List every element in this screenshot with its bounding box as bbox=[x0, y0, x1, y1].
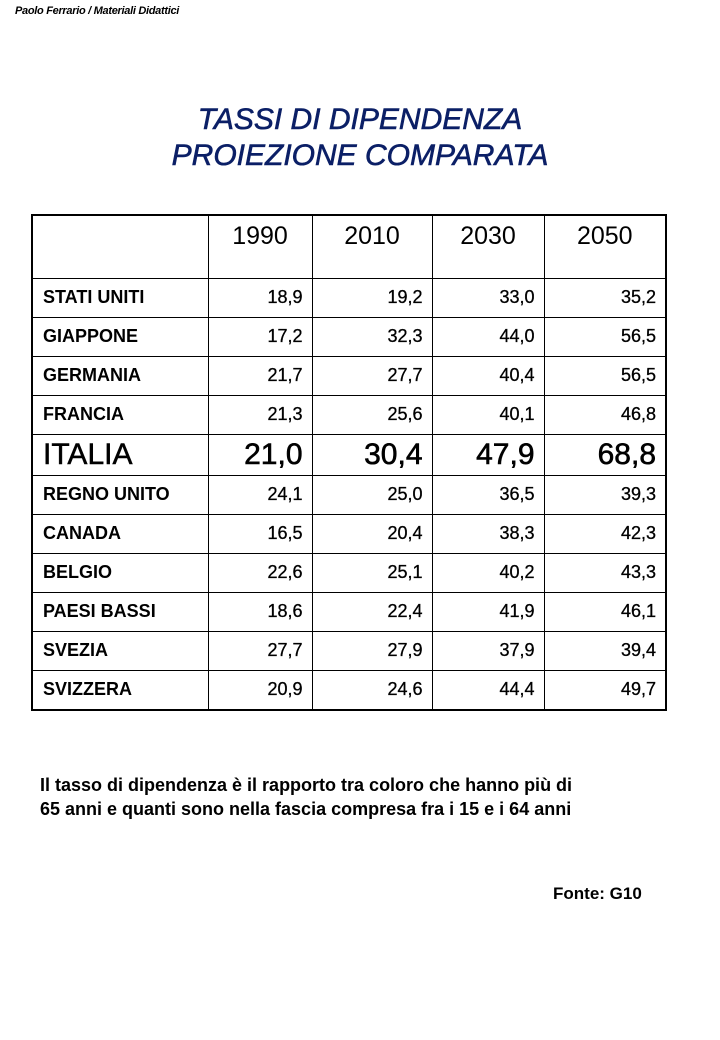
country-name: PAESI BASSI bbox=[32, 592, 208, 631]
table-row bbox=[32, 553, 666, 592]
value-cell: 21,3 bbox=[208, 395, 312, 434]
value-cell: 33,0 bbox=[432, 278, 544, 317]
value-cell: 30,4 bbox=[312, 434, 432, 475]
value-cell: 39,4 bbox=[544, 631, 666, 670]
value-cell: 27,7 bbox=[208, 631, 312, 670]
table-row bbox=[32, 670, 666, 710]
value-cell: 21,0 bbox=[208, 434, 312, 475]
table-row bbox=[32, 475, 666, 514]
value-cell: 19,2 bbox=[312, 278, 432, 317]
value-cell: 42,3 bbox=[544, 514, 666, 553]
table-row-highlighted bbox=[32, 434, 666, 475]
value-cell: 21,7 bbox=[208, 356, 312, 395]
value-cell: 22,6 bbox=[208, 553, 312, 592]
country-name: REGNO UNITO bbox=[32, 475, 208, 514]
year-header-1990: 1990 bbox=[208, 215, 312, 278]
value-cell: 32,3 bbox=[312, 317, 432, 356]
table-row bbox=[32, 631, 666, 670]
value-cell: 25,6 bbox=[312, 395, 432, 434]
year-header-2050: 2050 bbox=[544, 215, 666, 278]
value-cell: 40,2 bbox=[432, 553, 544, 592]
table-row bbox=[32, 278, 666, 317]
year-header-2010: 2010 bbox=[312, 215, 432, 278]
dependency-rates-table bbox=[31, 214, 667, 711]
value-cell: 68,8 bbox=[544, 434, 666, 475]
value-cell: 36,5 bbox=[432, 475, 544, 514]
value-cell: 40,1 bbox=[432, 395, 544, 434]
country-name: FRANCIA bbox=[32, 395, 208, 434]
value-cell: 43,3 bbox=[544, 553, 666, 592]
value-cell: 16,5 bbox=[208, 514, 312, 553]
value-cell: 27,9 bbox=[312, 631, 432, 670]
value-cell: 40,4 bbox=[432, 356, 544, 395]
value-cell: 35,2 bbox=[544, 278, 666, 317]
table-row bbox=[32, 356, 666, 395]
definition-note-line-2: 65 anni e quanti sono nella fascia compresa fra i 15 e i 64 anni bbox=[40, 799, 572, 819]
value-cell: 20,4 bbox=[312, 514, 432, 553]
definition-note-line-1: Il tasso di dipendenza è il rapporto tra coloro che hanno più di bbox=[40, 775, 573, 795]
value-cell: 41,9 bbox=[432, 592, 544, 631]
value-cell: 18,6 bbox=[208, 592, 312, 631]
author-note: Paolo Ferrario / Materiali Didattici bbox=[15, 5, 180, 17]
country-name: SVIZZERA bbox=[32, 670, 208, 710]
definition-note bbox=[40, 773, 700, 821]
table-header-row bbox=[32, 215, 666, 278]
value-cell: 56,5 bbox=[544, 317, 666, 356]
page-subtitle: PROIEZIONE COMPARATA bbox=[171, 139, 549, 172]
country-name: ITALIA bbox=[32, 434, 208, 475]
year-header-2030: 2030 bbox=[432, 215, 544, 278]
country-name: BELGIO bbox=[32, 553, 208, 592]
country-name: GIAPPONE bbox=[32, 317, 208, 356]
table-row bbox=[32, 317, 666, 356]
value-cell: 27,7 bbox=[312, 356, 432, 395]
table-row bbox=[32, 395, 666, 434]
country-name: GERMANIA bbox=[32, 356, 208, 395]
value-cell: 18,9 bbox=[208, 278, 312, 317]
value-cell: 39,3 bbox=[544, 475, 666, 514]
value-cell: 56,5 bbox=[544, 356, 666, 395]
source-credit: Fonte: G10 bbox=[553, 884, 642, 903]
value-cell: 20,9 bbox=[208, 670, 312, 710]
value-cell: 49,7 bbox=[544, 670, 666, 710]
value-cell: 46,8 bbox=[544, 395, 666, 434]
value-cell: 46,1 bbox=[544, 592, 666, 631]
value-cell: 47,9 bbox=[432, 434, 544, 475]
value-cell: 37,9 bbox=[432, 631, 544, 670]
value-cell: 38,3 bbox=[432, 514, 544, 553]
value-cell: 24,1 bbox=[208, 475, 312, 514]
value-cell: 25,1 bbox=[312, 553, 432, 592]
table-row bbox=[32, 592, 666, 631]
table-row bbox=[32, 514, 666, 553]
country-name: CANADA bbox=[32, 514, 208, 553]
country-name: STATI UNITI bbox=[32, 278, 208, 317]
page-title: TASSI DI DIPENDENZA bbox=[197, 103, 523, 136]
value-cell: 24,6 bbox=[312, 670, 432, 710]
value-cell: 25,0 bbox=[312, 475, 432, 514]
value-cell: 44,0 bbox=[432, 317, 544, 356]
table-corner-cell bbox=[32, 215, 208, 278]
value-cell: 44,4 bbox=[432, 670, 544, 710]
country-name: SVEZIA bbox=[32, 631, 208, 670]
value-cell: 17,2 bbox=[208, 317, 312, 356]
value-cell: 22,4 bbox=[312, 592, 432, 631]
